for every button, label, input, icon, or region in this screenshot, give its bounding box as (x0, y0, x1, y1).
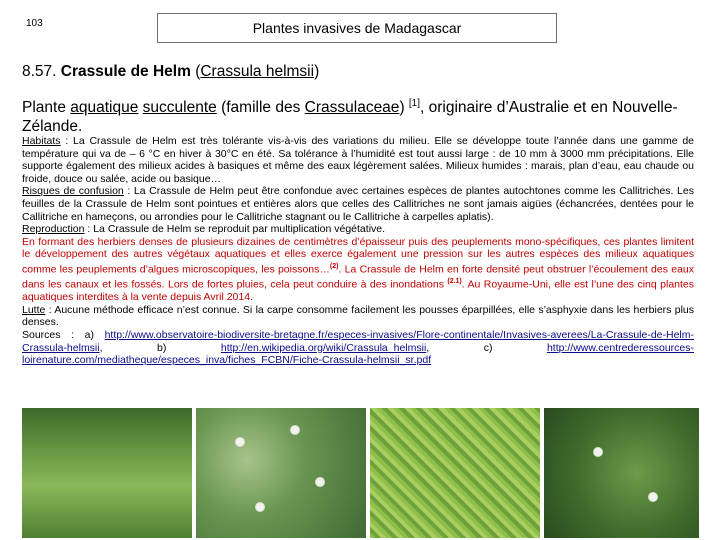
common-name: Crassule de Helm (60, 63, 191, 80)
sources-label: Sources : a) (22, 328, 105, 341)
sources-separator: , c) (426, 341, 547, 354)
body-text (22, 135, 694, 367)
flower-mark (594, 448, 602, 456)
intro-text: , originaire d’Australie et en Nouvelle-Zélande. (22, 99, 678, 136)
flower-mark (291, 426, 299, 434)
impacts-text: . La Crassule de Helm en forte densité peut obstruer l’écoulement des eaux dans les canaux et les fossés. Lors de fortes pluies, cela peut conduire à des inondations (22, 263, 695, 291)
reference-2: (2) (329, 262, 339, 270)
reproduction-text: : La Crassule de Helm se reproduit par multiplication végétative. (84, 223, 386, 236)
link-aquatique[interactable]: aquatique (70, 99, 139, 117)
intro-text: (famille des (216, 99, 305, 117)
flower-mark (256, 503, 264, 511)
paren-open: ( (190, 63, 201, 80)
reference-1[interactable]: [1] (408, 98, 421, 109)
paren-close: ) (314, 63, 320, 80)
scientific-name-link[interactable]: Crassula helmsii (200, 63, 315, 80)
risques-label: Risques de confusion (22, 185, 124, 198)
species-title (22, 63, 319, 81)
photo-stems-flowers (544, 408, 699, 538)
flower-mark (649, 493, 657, 501)
impacts-text: . Au Royaume-Uni, elle est l’une des cinq plantes aquatiques interdites à la vente depuis Avril 2014. (22, 278, 695, 304)
sources-separator: , b) (99, 341, 221, 354)
lutte-paragraph (22, 304, 694, 329)
source-link-a[interactable]: http://www.observatoire-biodiversite-bretagne.fr/especes-invasives/Flore-continentale/Invasives-averees/La-Crassule-de-Helm-Crassula-helmsii (22, 328, 694, 354)
title-number: 8.57. (22, 63, 57, 80)
habitats-label: Habitats (22, 135, 61, 147)
flower-mark (316, 478, 324, 486)
header-title: Plantes invasives de Madagascar (252, 20, 462, 36)
reproduction-paragraph (22, 223, 694, 236)
photo-dense-mat (370, 408, 540, 538)
habitats-text: : La Crassule de Helm est très tolérante vis-à-vis des variations du milieu. Elle se développe toute l’année dans une gamme de température qui va de – 6 °C en hiver à 30°C en été. Sa tolérance à l’humidité est tout aussi large : de 10 mm à 3000 mm précipitations. Elle supporte également des milieux acides à basiques et même des eaux légèrement salées. Milieux humides : marais, plan d’eau, eau chaude ou froide, douce ou salée, acide ou basique… (22, 135, 694, 185)
sources-paragraph (22, 329, 694, 367)
header-title-box (157, 13, 557, 43)
source-link-c[interactable]: http://www.centrederessources-loirenature.com/mediatheque/especes_inva/fiches_FCBN/Fiche-Crassula-helmsii_sr.pdf (22, 341, 694, 367)
intro-text: ) (399, 99, 409, 117)
lutte-label: Lutte (22, 303, 46, 316)
impacts-paragraph (22, 236, 694, 304)
photo-strip (22, 408, 702, 538)
risques-text: : La Crassule de Helm peut être confondue avec certaines espèces de plantes autochtones comme les Callitriches. Les feuilles de la Crassule de Helm sont pointues et entières alors que celles des Callitriches ne sont jamais aigües (échancrées, dentées pour le Callitriche en hameçons, ou arrondies pour le Callitriche stagnant ou le Callitriche à carpelles aplatis). (22, 185, 694, 223)
flower-mark (236, 438, 244, 446)
intro-text: Plante (22, 99, 71, 117)
reference-2-1: (2.1) (447, 278, 462, 286)
impacts-text: En formant des herbiers denses de plusieurs dizaines de centimètres d’épaisseur puis des peuplements mono-spécifiques, ces plantes limitent le développement des autres végétaux aquatiques et elles exerce également une pression sur les autres espèces des milieux aquatiques comme les peuplements d’algues microscopiques, les poissons… (22, 235, 694, 276)
habitats-paragraph (22, 135, 694, 185)
page-number: 103 (26, 18, 43, 29)
lutte-text: : Aucune méthode efficace n’est connue. Si la carpe consomme facilement les pousses éparpillées, elle s’asphyxie dans les herbiers plus denses. (22, 303, 694, 329)
intro-paragraph (22, 94, 702, 136)
link-crassulaceae[interactable]: Crassulaceae (304, 99, 400, 117)
reproduction-label: Reproduction (22, 223, 85, 236)
photo-flowers-closeup (196, 408, 366, 538)
link-succulente[interactable]: succulente (142, 99, 217, 117)
source-link-b[interactable]: http://en.wikipedia.org/wiki/Crassula_helmsii (220, 341, 427, 354)
photo-pond-habitat (22, 408, 192, 538)
risques-paragraph (22, 185, 694, 223)
